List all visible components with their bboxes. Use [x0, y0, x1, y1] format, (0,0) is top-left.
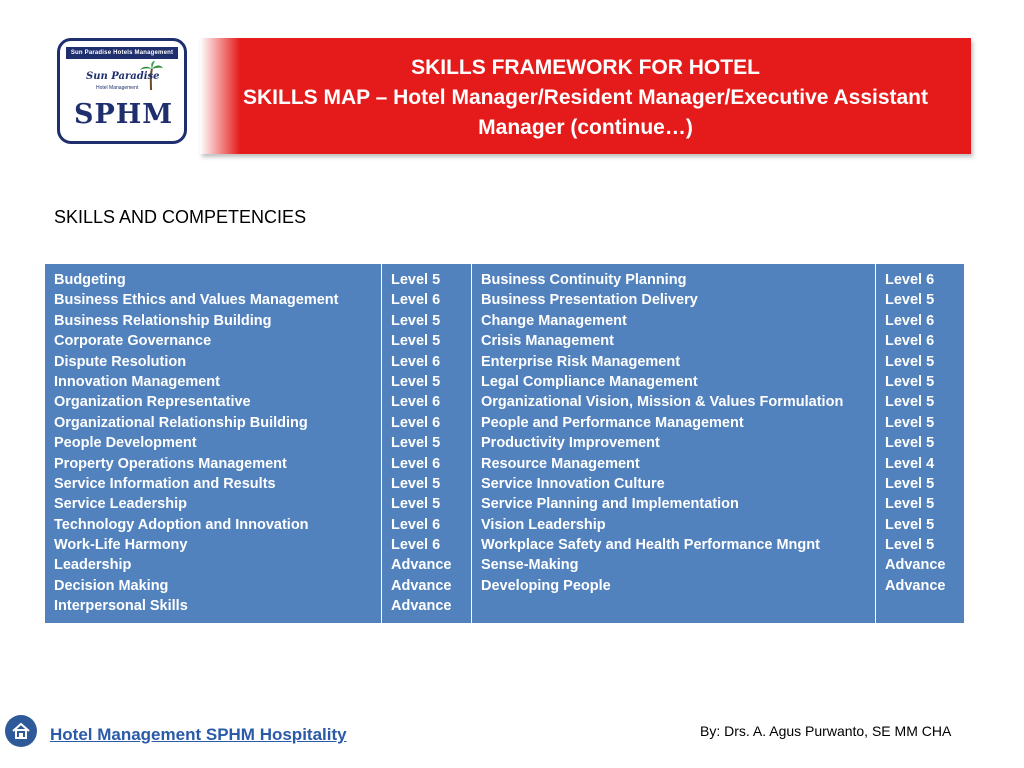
level-item: Advance	[391, 577, 452, 594]
level-item: Level 6	[391, 292, 441, 309]
level-item: Level 4	[885, 455, 935, 472]
level-item: Level 5	[885, 394, 935, 411]
footer-link[interactable]: Hotel Management SPHM Hospitality	[50, 725, 347, 744]
level-item: Level 6	[391, 353, 441, 370]
level-item: Level 5	[885, 373, 935, 390]
level-item: Level 6	[885, 312, 935, 329]
skill-item: Business Presentation Delivery	[481, 292, 698, 309]
right-skills-column	[472, 264, 876, 624]
skill-item: Work-Life Harmony	[54, 537, 188, 554]
skill-item: Dispute Resolution	[54, 353, 187, 370]
title-banner	[200, 38, 971, 154]
home-icon[interactable]	[5, 715, 37, 747]
logo-band-text: Sun Paradise Hotels Management	[66, 47, 178, 59]
skill-item: Enterprise Risk Management	[481, 353, 681, 370]
skill-item: Vision Leadership	[481, 516, 606, 533]
level-item: Level 6	[391, 537, 441, 554]
skill-item: Business Relationship Building	[54, 312, 272, 329]
left-levels-column	[382, 264, 472, 624]
skill-item: Developing People	[481, 577, 611, 594]
skill-item: Workplace Safety and Health Performance Mngnt	[481, 537, 820, 554]
level-item: Level 5	[885, 475, 935, 492]
level-item: Level 5	[391, 333, 441, 350]
logo-sub-text: Hotel Management	[96, 85, 139, 91]
logo-script-text: Sun Paradise	[86, 71, 160, 82]
level-item: Level 5	[391, 312, 441, 329]
level-item: Level 5	[391, 272, 441, 288]
company-logo	[57, 38, 187, 144]
skill-item: Resource Management	[481, 455, 640, 472]
skill-item: Technology Adoption and Innovation	[54, 516, 309, 533]
level-item: Level 6	[885, 272, 935, 288]
footer-author: By: Drs. A. Agus Purwanto, SE MM CHA	[700, 723, 952, 739]
level-item: Level 5	[391, 435, 441, 452]
skill-item: Budgeting	[54, 272, 126, 288]
level-item: Level 5	[391, 475, 441, 492]
title-line-3: Manager (continue…)	[478, 116, 693, 139]
title-line-2: SKILLS MAP – Hotel Manager/Resident Manager/Executive Assistant	[242, 86, 929, 109]
level-item: Level 5	[885, 435, 935, 452]
level-item: Level 6	[391, 455, 441, 472]
level-item: Advance	[885, 557, 946, 574]
title-line-1: SKILLS FRAMEWORK FOR HOTEL	[411, 56, 760, 79]
skill-item: People and Performance Management	[481, 414, 744, 431]
level-item: Level 5	[885, 537, 935, 554]
skill-item: Corporate Governance	[54, 333, 212, 350]
level-item: Level 6	[391, 516, 441, 533]
section-heading: SKILLS AND COMPETENCIES	[54, 207, 307, 227]
logo-mark: SPHM	[74, 99, 174, 130]
skill-item: Service Information and Results	[54, 475, 276, 492]
skill-item: Crisis Management	[481, 333, 614, 350]
level-item: Level 5	[885, 414, 935, 431]
level-item: Level 6	[391, 414, 441, 431]
level-item: Level 5	[885, 353, 935, 370]
skill-item: Leadership	[54, 557, 132, 574]
skill-item: Legal Compliance Management	[481, 373, 698, 390]
skill-item: Change Management	[481, 312, 627, 329]
skill-item: Decision Making	[54, 577, 169, 594]
level-item: Level 5	[885, 516, 935, 533]
level-item: Advance	[885, 577, 946, 594]
level-item: Level 5	[391, 496, 441, 513]
page-title	[200, 53, 971, 143]
level-item: Level 5	[885, 292, 935, 309]
right-levels-column	[876, 264, 965, 624]
level-item: Level 5	[885, 496, 935, 513]
skill-item: Organizational Vision, Mission & Values Formulation	[481, 394, 844, 411]
skill-item: Sense-Making	[481, 557, 579, 574]
level-item: Advance	[391, 598, 452, 615]
skill-item: Interpersonal Skills	[54, 598, 188, 615]
skill-item: Business Continuity Planning	[481, 272, 687, 288]
skill-item: Service Leadership	[54, 496, 187, 513]
skill-item: Property Operations Management	[54, 455, 287, 472]
table-row	[45, 264, 965, 624]
skill-item: People Development	[54, 435, 197, 452]
level-item: Level 6	[885, 333, 935, 350]
skill-item: Service Planning and Implementation	[481, 496, 739, 513]
left-skills-column	[45, 264, 382, 624]
skill-item: Organization Representative	[54, 394, 251, 411]
skill-item: Productivity Improvement	[481, 435, 660, 452]
level-item: Advance	[391, 557, 452, 574]
skill-item: Organizational Relationship Building	[54, 414, 308, 431]
skills-table	[44, 263, 965, 624]
level-item: Level 5	[391, 373, 441, 390]
skill-item: Business Ethics and Values Management	[54, 292, 339, 309]
level-item: Level 6	[391, 394, 441, 411]
skill-item: Service Innovation Culture	[481, 475, 665, 492]
skill-item: Innovation Management	[54, 373, 220, 390]
